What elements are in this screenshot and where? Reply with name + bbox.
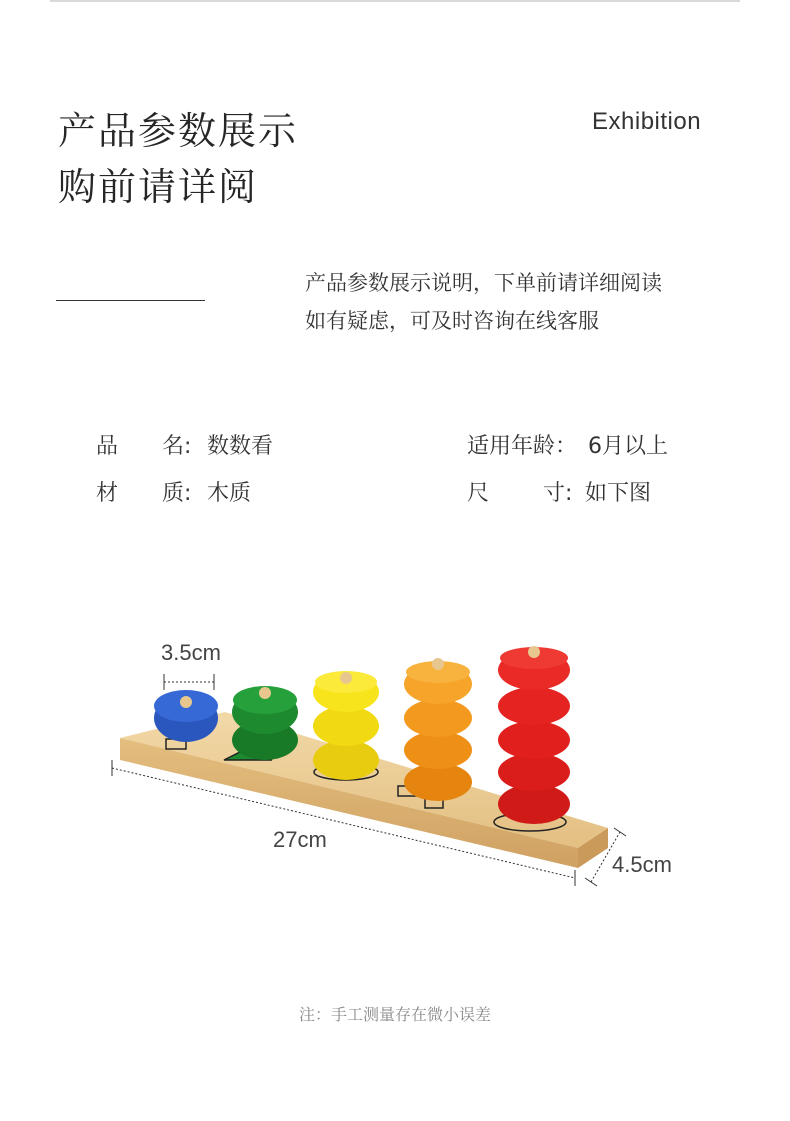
blue-ring-stack: [154, 690, 218, 742]
measurement-note: 注：手工测量存在微小误差: [298, 1005, 491, 1024]
spec-name-value: 数数看: [207, 434, 274, 459]
spec-name-key-b: 名:: [162, 434, 192, 459]
spec-name-key-a: 品: [96, 434, 119, 459]
red-ring-stack: [498, 646, 570, 824]
spec-age-key: 适用年龄：: [467, 434, 578, 459]
length-label: 27cm: [273, 827, 327, 852]
top-divider: [50, 0, 740, 2]
spec-material-key-b: 质:: [162, 481, 192, 506]
ring-width-label: 3.5cm: [161, 640, 221, 665]
yellow-ring-stack: [313, 671, 379, 780]
spec-size-key-a: 尺: [467, 481, 490, 506]
accent-divider: [56, 300, 205, 301]
depth-label: 4.5cm: [612, 852, 672, 877]
spec-material-key-a: 材: [96, 481, 119, 506]
orange-ring-stack: [404, 658, 472, 801]
spec-age-value: 6月以上: [588, 434, 668, 459]
spec-size-value: 如下图: [585, 481, 652, 506]
intro-line-1: 产品参数展示说明，下单前请详细阅读: [305, 271, 662, 295]
page-title: 产品参数展示: [58, 109, 299, 153]
spec-size-key-b: 寸:: [543, 481, 573, 506]
green-ring-stack: [232, 686, 298, 760]
exhibition-label: Exhibition: [592, 108, 702, 135]
intro-line-2: 如有疑虑，可及时咨询在线客服: [305, 309, 599, 333]
spec-material-value: 木质: [207, 481, 252, 506]
page-subtitle: 购前请详阅: [58, 165, 259, 209]
